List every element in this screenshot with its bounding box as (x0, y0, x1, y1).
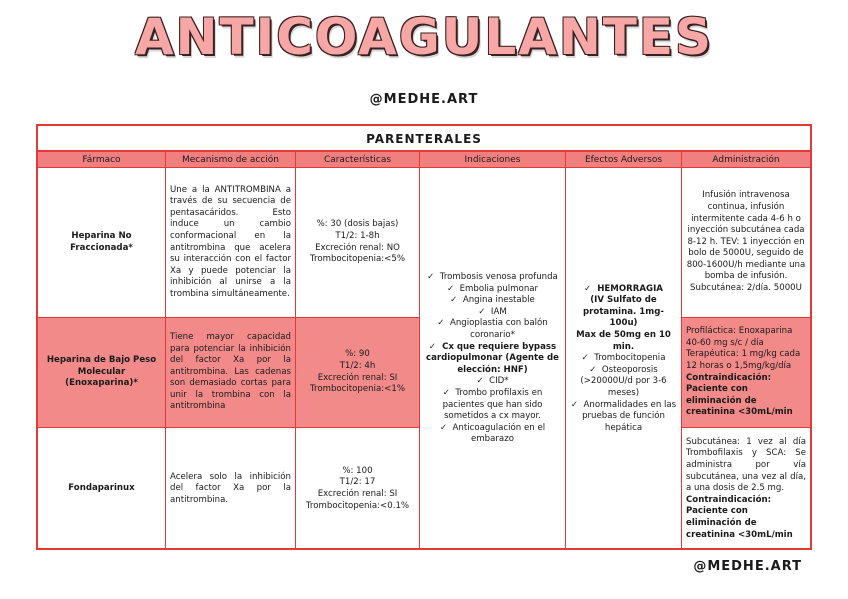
efecto-item: ✓ Trombocitopenia (582, 353, 666, 365)
indicacion-item: ✓ Trombosis venosa profunda (427, 272, 558, 284)
header-farmaco: Fármaco (38, 152, 166, 168)
header-caracteristicas: Características (296, 152, 420, 168)
efecto-item: ✓ Anormalidades en las pruebas de función hepática (570, 400, 677, 435)
indicacion-item: ✓ Embolia pulmonar (447, 284, 538, 296)
header-administracion: Administración (682, 152, 810, 168)
indicacion-item: ✓ Cx que requiere bypass cardiopulmonar (Agente de elección: HNF) (424, 342, 561, 377)
row3-mecanismo: Acelera solo la inhibición del factor Xa por la antitrombina. (166, 428, 296, 550)
efecto-hemorragia: ✓ HEMORRAGIA (584, 284, 663, 296)
row2-mecanismo: Tiene mayor capacidad para potenciar la inhibición del factor Xa por la antitrombina. Las cadenas son demasiado cortas para unir la trombina con la antitrombina (166, 318, 296, 428)
row2-farmaco: Heparina de Bajo Peso Molecular (Enoxaparina)* (38, 318, 166, 428)
row3-farmaco: Fondaparinux (38, 428, 166, 550)
indicacion-item: ✓ CID* (476, 376, 508, 388)
indicacion-item: ✓ Anticoagulación en el embarazo (424, 423, 561, 446)
header-mecanismo: Mecanismo de acción (166, 152, 296, 168)
row2-caracteristicas: %: 90 T1/2: 4h Excreción renal: SI Trombocitopenia:<1% (296, 318, 420, 428)
author-handle-bottom: @MEDHE.ART (693, 559, 802, 574)
efectos-list (566, 168, 682, 550)
row1-administracion: Infusión intravenosa continua, infusión intermitente cada 4-6 h o inyección subcutánea cada 8-12 h. TEV: 1 inyección en bolo de 5000U, seguido de 800-1600U/h mediante una bomba de infusión. Subcutánea: 2/día. 5000U (682, 168, 810, 318)
indicacion-item: ✓ Angina inestable (450, 295, 535, 307)
efecto-hemorragia-detail: (IV Sulfato de protamina. 1mg-100u) (583, 295, 664, 329)
indicaciones-list (420, 168, 566, 550)
author-handle: @MEDHE.ART (369, 92, 479, 107)
parenterales-table (36, 124, 812, 550)
row3-caracteristicas: %: 100 T1/2: 17 Excreción renal: SI Trombocitopenia:<0.1% (296, 428, 420, 550)
header-efectos: Efectos Adversos (566, 152, 682, 168)
indicacion-item: ✓ Angioplastia con balón coronario* (424, 318, 561, 341)
efecto-item: ✓ Osteoporosis (>20000U/d por 3-6 meses) (570, 365, 677, 400)
section-title: PARENTERALES (38, 126, 810, 152)
page-title: ANTICOAGULANTES (134, 8, 714, 66)
row3-administracion: Subcutánea: 1 vez al día Trombofilaxis y SCA: Se administra por vía subcutánea, una vez al día, a una dosis de 2.5 mg. Contraindicación: Paciente con eliminación de creatinina <30mL/min (686, 436, 806, 540)
row1-mecanismo: Une a la ANTITROMBINA a través de su secuencia de pentasacáridos. Esto induce un cambio conformacional en la antitrombina que acelera su interacción con el factor Xa y puede potenciar la inhibición al unirse a la trombina simultáneamente. (166, 168, 296, 318)
row1-caracteristicas: %: 30 (dosis bajas) T1/2: 1-8h Excreción renal: NO Trombocitopenia:<5% (296, 168, 420, 318)
row2-administracion: Profiláctica: Enoxaparina 40-60 mg s/c / día Terapéutica: 1 mg/kg cada 12 horas o 1,5mg/kg/día Contraindicación: Paciente con eliminación de creatinina <30mL/min (682, 318, 810, 428)
indicacion-item: ✓ IAM (478, 307, 507, 319)
indicacion-item: ✓ Trombo profilaxis en pacientes que han sido sometidos a cx mayor. (424, 388, 561, 423)
row1-farmaco: Heparina No Fraccionada* (38, 168, 166, 318)
header-indicaciones: Indicaciones (420, 152, 566, 168)
efecto-max-dose: Max de 50mg en 10 min. (576, 330, 671, 352)
